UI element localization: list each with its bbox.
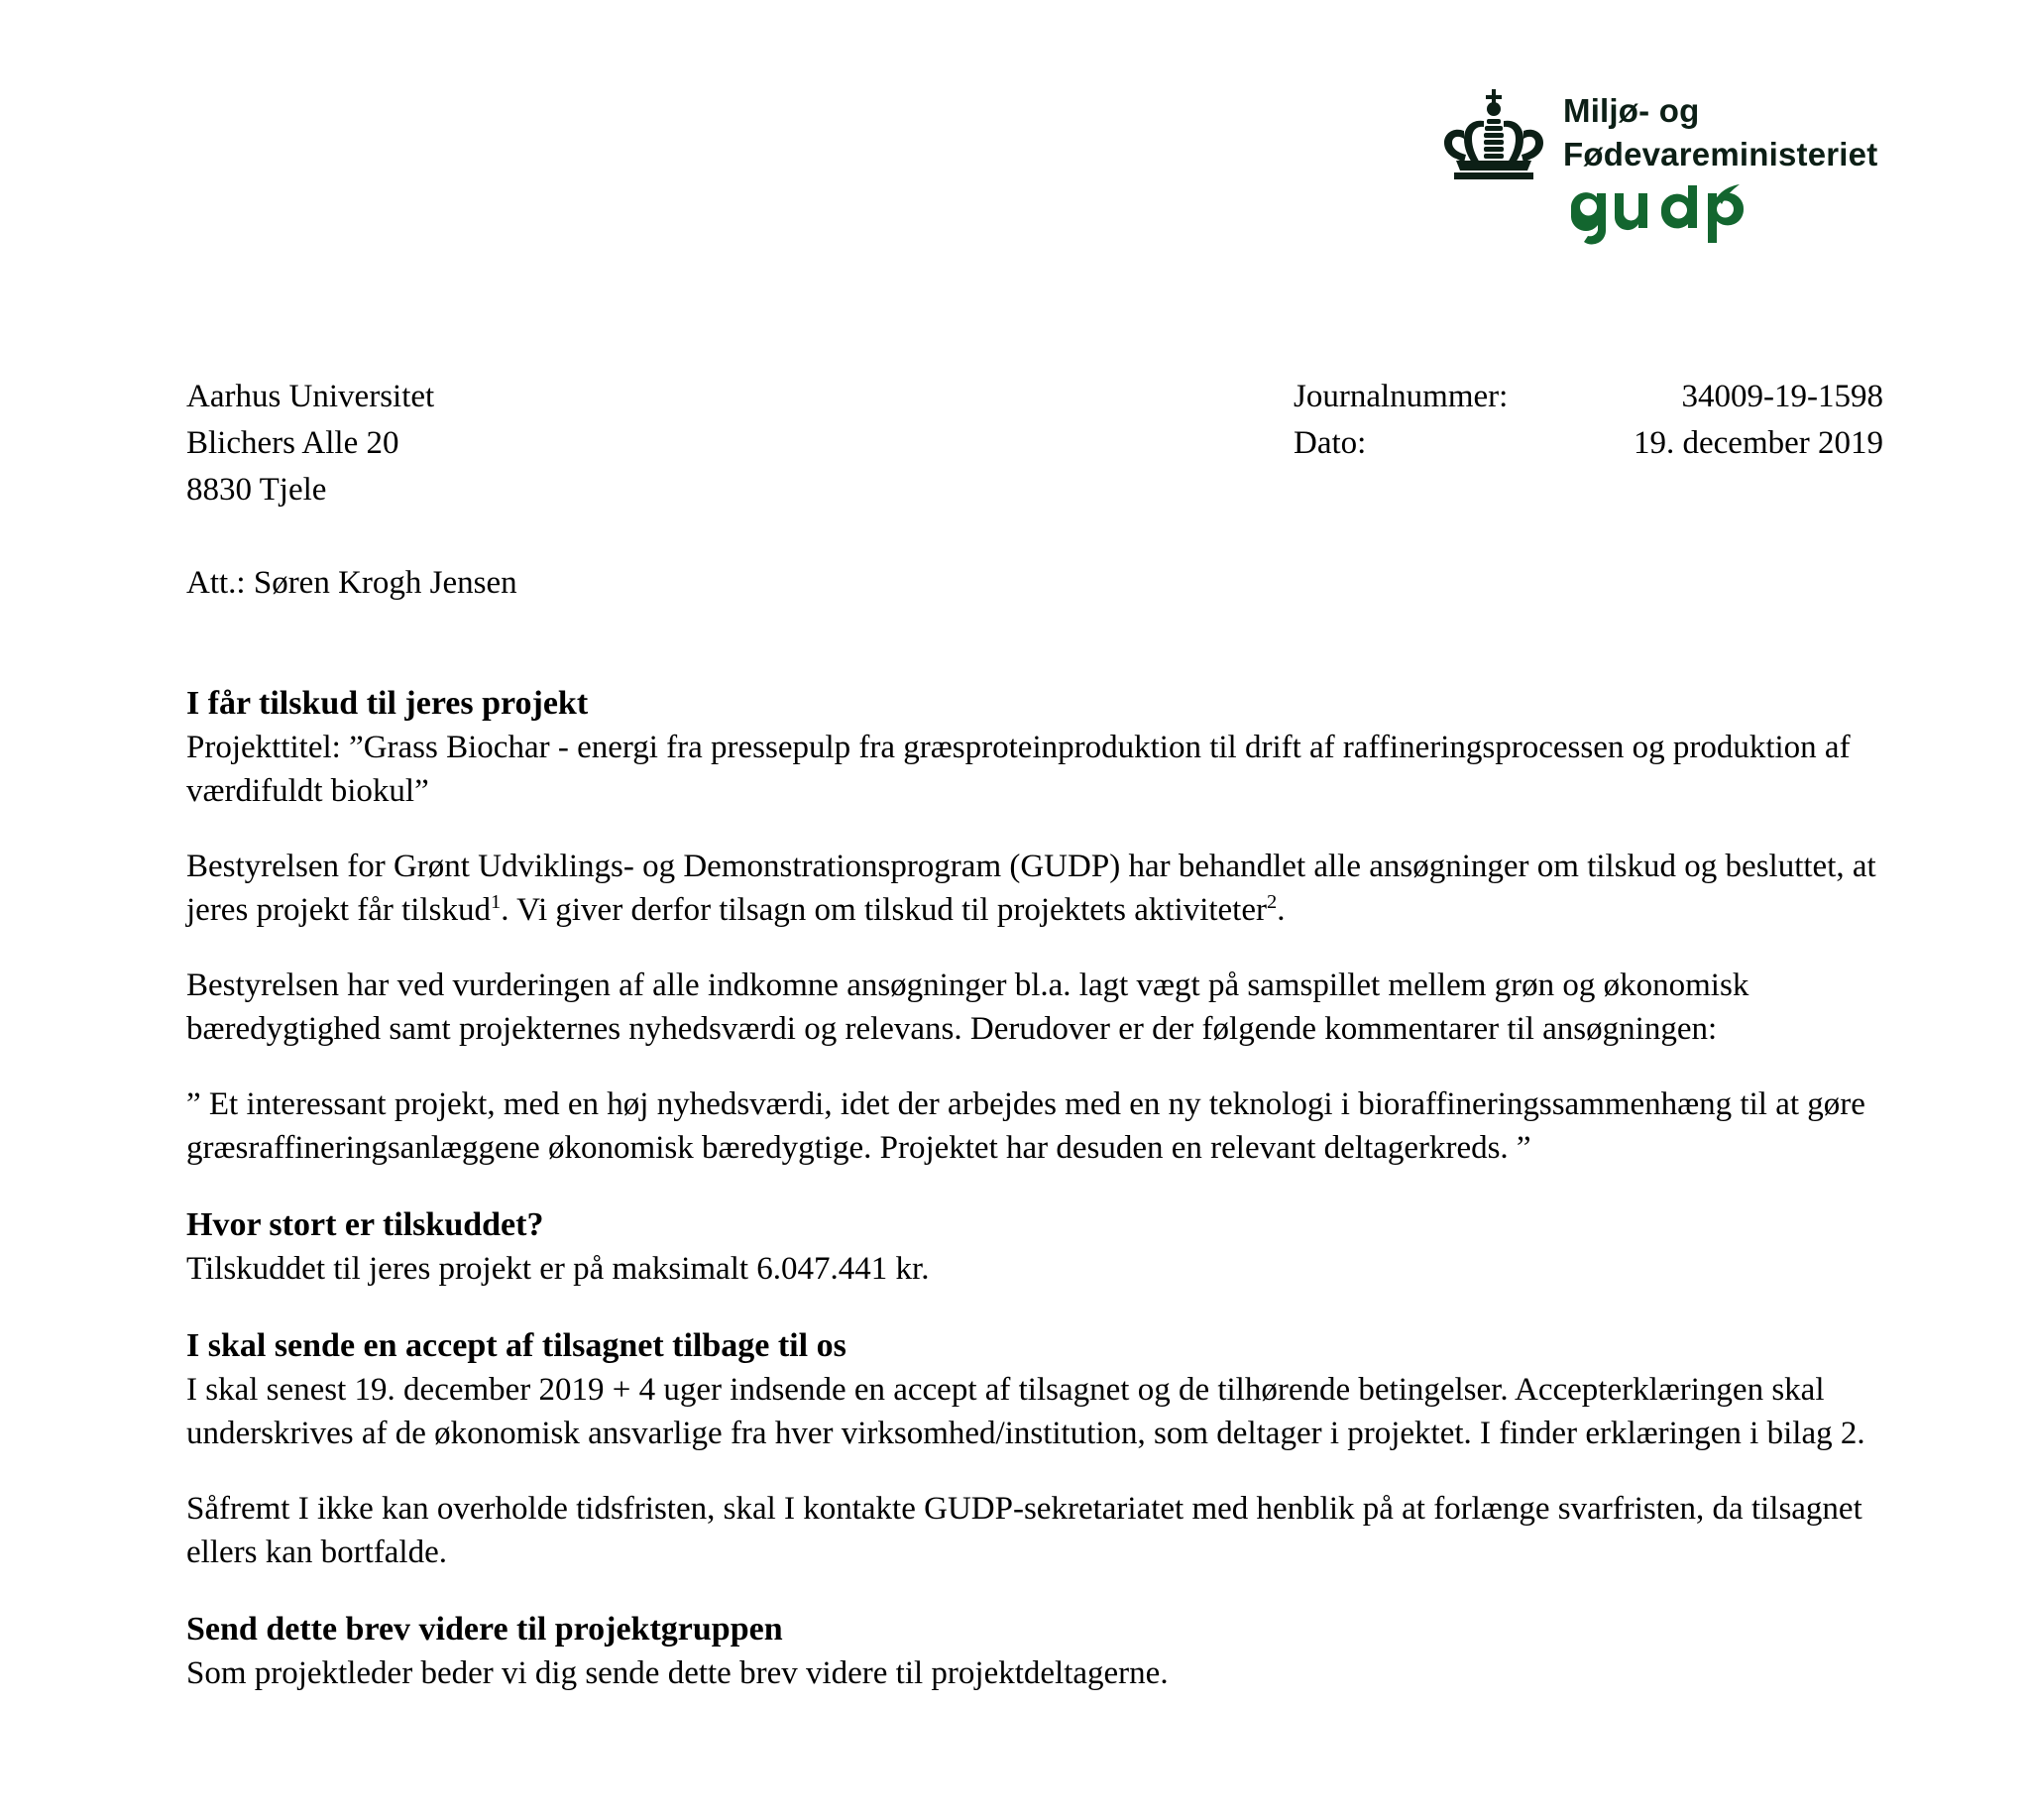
ministry-name bbox=[1563, 79, 1877, 175]
ministry-name-line1: Miljø- og bbox=[1563, 92, 1700, 129]
board-decision-text-3: . bbox=[1277, 892, 1286, 928]
board-decision-text-2: . Vi giver derfor tilsagn om tilskud til projektets aktiviteter bbox=[501, 892, 1267, 928]
date-value: 19. december 2019 bbox=[1634, 425, 1883, 461]
logo-row bbox=[1442, 79, 1877, 182]
heading-grant-awarded: I får tilskud til jeres projekt bbox=[186, 685, 589, 722]
board-comment-quote: ” Et interessant projekt, med en høj nyhedsværdi, idet der arbejdes med en ny teknologi i bioraffineringssammenhæng til at gøre græsraffineringsanlæggene økonomisk bæredygtige. Projektet har desuden en relevant deltagerkreds. ” bbox=[186, 1086, 1865, 1166]
ministry-logo-block bbox=[1442, 79, 1877, 246]
gudp-logo-wrap bbox=[1563, 184, 1761, 246]
addressee-line-3: 8830 Tjele bbox=[186, 472, 327, 508]
journal-number-value: 34009-19-1598 bbox=[1681, 379, 1883, 414]
footnote-marker-1: 1 bbox=[491, 891, 502, 913]
date-label: Dato: bbox=[1294, 425, 1367, 461]
forward-letter-paragraph: Som projektleder beder vi dig sende dette brev videre til projektdeltagerne. bbox=[186, 1655, 1169, 1691]
gudp-wordmark-icon bbox=[1563, 184, 1761, 246]
board-decision-text-1: Bestyrelsen for Grønt Udviklings- og Demonstrationsprogram (GUDP) har behandlet alle ansøgninger om tilskud og besluttet, at jeres projekt får tilskud bbox=[186, 849, 1876, 928]
journal-number-row bbox=[1294, 374, 1883, 420]
date-row bbox=[1294, 420, 1883, 467]
board-decision-paragraph bbox=[186, 845, 1886, 932]
letter-meta-block bbox=[1294, 374, 1883, 467]
letter-body bbox=[186, 682, 1886, 1695]
heading-send-acceptance: I skal sende en accept af tilsagnet tilbage til os bbox=[186, 1327, 846, 1364]
project-title-paragraph: Projekttitel: ”Grass Biochar - energi fra pressepulp fra græsproteinproduktion til drift af raffineringsprocessen og produktion af værdifuldt biokul” bbox=[186, 730, 1851, 809]
acceptance-instructions-paragraph: I skal senest 19. december 2019 + 4 uger indsende en accept af tilsagnet og de tilhørende betingelser. Accepterklæringen skal underskrives af de økonomisk ansvarlige fra hver virksomhed/institution, som deltager i projektet. I finder erklæringen i bilag 2. bbox=[186, 1372, 1865, 1451]
assessment-paragraph: Bestyrelsen har ved vurderingen af alle indkomne ansøgninger bl.a. lagt vægt på samspillet mellem grøn og økonomisk bæredygtighed samt projekternes nyhedsværdi og relevans. Derudover er der følgende kommentarer til ansøgningen: bbox=[186, 967, 1749, 1047]
addressee-line-1: Aarhus Universitet bbox=[186, 379, 435, 414]
ministry-name-line2: Fødevareministeriet bbox=[1563, 135, 1878, 172]
heading-grant-amount: Hvor stort er tilskuddet? bbox=[186, 1206, 544, 1243]
footnote-marker-2: 2 bbox=[1266, 891, 1278, 913]
journal-number-label: Journalnummer: bbox=[1294, 379, 1509, 414]
addressee-line-2: Blichers Alle 20 bbox=[186, 425, 399, 461]
deadline-extension-paragraph: Såfremt I ikke kan overholde tidsfristen, skal I kontakte GUDP-sekretariatet med henblik på at forlænge svarfristen, da tilsagnet ellers kan bortfalde. bbox=[186, 1491, 1862, 1570]
addressee-block bbox=[186, 374, 434, 513]
danish-royal-crown-icon bbox=[1442, 87, 1545, 182]
heading-forward-letter: Send dette brev videre til projektgruppen bbox=[186, 1611, 783, 1648]
attention-line: Att.: Søren Krogh Jensen bbox=[186, 565, 517, 601]
grant-amount-paragraph: Tilskuddet til jeres projekt er på maksimalt 6.047.441 kr. bbox=[186, 1251, 930, 1287]
